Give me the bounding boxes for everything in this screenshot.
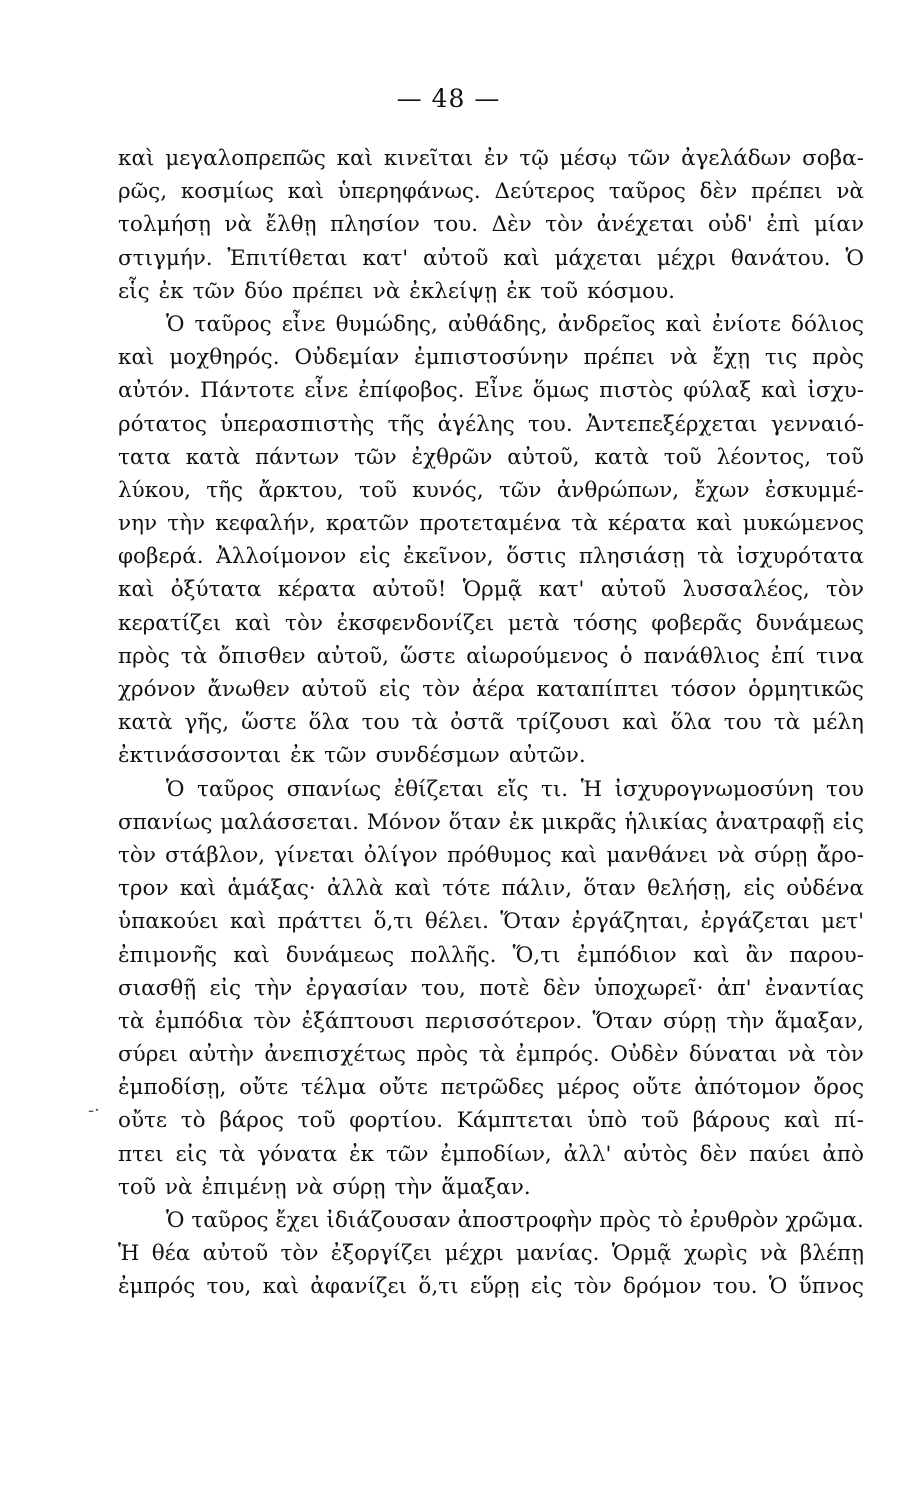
text-line: ἐπιμονῆς καὶ δυνάμεως πολλῆς. Ὅ,τι ἐμπόδιον καὶ ἂν παρου- [118, 942, 864, 968]
text-line: καὶ ὀξύτατα κέρατα αὐτοῦ! Ὁρμᾷ κατ' αὐτοῦ λυσσαλέος, τὸν [118, 577, 864, 603]
text-line: πρὸς τὰ ὄπισθεν αὐτοῦ, ὥστε αἰωρούμενος ὁ πανάθλιος ἐπί τινα [118, 643, 864, 669]
text-line: αὐτόν. Πάντοτε εἶνε ἐπίφοβος. Εἶνε ὅμως πιστὸς φύλαξ καὶ ἰσχυ- [118, 378, 864, 404]
text-line: καὶ μεγαλοπρεπῶς καὶ κινεῖται ἐν τῷ μέσῳ τῶν ἀγελάδων σοβα- [118, 146, 864, 171]
text-line: Ὁ ταῦρος σπανίως ἐθίζεται εἴς τι. Ἡ ἰσχυρογνωμοσύνη του [166, 776, 864, 802]
text-line: Ὁ ταῦρος εἶνε θυμώδης, αὐθάδης, ἀνδρεῖος καὶ ἐνίοτε δόλιος [166, 311, 864, 337]
text-line: ὑπακούει καὶ πράττει ὅ,τι θέλει. Ὅταν ἐργάζηται, ἐργάζεται μετ' [118, 909, 864, 935]
text-line: τοῦ νὰ ἐπιμένῃ νὰ σύρῃ τὴν ἅμαξαν. [118, 1174, 531, 1200]
text-line: εἷς ἐκ τῶν δύο πρέπει νὰ ἐκλείψῃ ἐκ τοῦ κόσμου. [118, 278, 675, 304]
text-line: σύρει αὐτὴν ἀνεπισχέτως πρὸς τὰ ἐμπρός. Οὐδὲν δύναται νὰ τὸν [118, 1042, 864, 1068]
text-line: στιγμήν. Ἐπιτίθεται κατ' αὐτοῦ καὶ μάχεται μέχρι θανάτου. Ὁ [118, 245, 864, 271]
body-text [118, 142, 864, 1304]
text-line: ἐμπρός του, καὶ ἀφανίζει ὅ,τι εὕρῃ εἰς τὸν δρόμον του. Ὁ ὕπνος [118, 1274, 864, 1300]
text-line: ἐμποδίσῃ, οὔτε τέλμα οὔτε πετρῶδες μέρος οὔτε ἀπότομον ὄρος [118, 1075, 864, 1101]
text-line: οὔτε τὸ βάρος τοῦ φορτίου. Κάμπτεται ὑπὸ τοῦ βάρους καὶ πί- [118, 1108, 864, 1134]
text-line: Ὁ ταῦρος ἔχει ἰδιάζουσαν ἀποστροφὴν πρὸς τὸ ἐρυθρὸν χρῶμα. [166, 1208, 864, 1233]
text-line: ρῶς, κοσμίως καὶ ὑπερηφάνως. Δεύτερος ταῦρος δὲν πρέπει νὰ [118, 179, 864, 205]
text-line: ἐκτινάσσονται ἐκ τῶν συνδέσμων αὐτῶν. [118, 743, 586, 769]
text-line: ρότατος ὑπερασπιστὴς τῆς ἀγέλης του. Ἀντεπεξέρχεται γενναιό- [118, 411, 864, 437]
text-line: κερατίζει καὶ τὸν ἐκσφενδονίζει μετὰ τόσης φοβερᾶς δυνάμεως [118, 610, 864, 636]
text-line: χρόνον ἄνωθεν αὐτοῦ εἰς τὸν ἀέρα καταπίπτει τόσον ὁρμητικῶς [118, 677, 864, 702]
margin-mark: -· [88, 1100, 100, 1121]
text-line: Ἡ θέα αὐτοῦ τὸν ἐξοργίζει μέχρι μανίας. Ὁρμᾷ χωρὶς νὰ βλέπῃ [118, 1241, 864, 1267]
text-line: τρον καὶ ἁμάξας· ἀλλὰ καὶ τότε πάλιν, ὅταν θελήσῃ, εἰς οὐδένα [118, 876, 864, 902]
text-line: κατὰ γῆς, ὥστε ὅλα του τὰ ὀστᾶ τρίζουσι καὶ ὅλα του τὰ μέλη [118, 710, 864, 736]
text-line: λύκου, τῆς ἄρκτου, τοῦ κυνός, τῶν ἀνθρώπων, ἔχων ἐσκυμμέ- [118, 477, 864, 503]
text-line: καὶ μοχθηρός. Οὐδεμίαν ἐμπιστοσύνην πρέπει νὰ ἔχῃ τις πρὸς [118, 345, 864, 371]
text-line: σιασθῇ εἰς τὴν ἐργασίαν του, ποτὲ δὲν ὑποχωρεῖ· ἀπ' ἐναντίας [118, 975, 864, 1001]
text-line: φοβερά. Ἀλλοίμονον εἰς ἐκεῖνον, ὅστις πλησιάσῃ τὰ ἰσχυρότατα [118, 544, 864, 570]
text-line: τολμήσῃ νὰ ἔλθῃ πλησίον του. Δὲν τὸν ἀνέχεται οὐδ' ἐπὶ μίαν [118, 212, 864, 238]
text-line: σπανίως μαλάσσεται. Μόνον ὅταν ἐκ μικρᾶς ἡλικίας ἀνατραφῇ εἰς [118, 809, 864, 835]
text-line: τὸν στάβλον, γίνεται ὀλίγον πρόθυμος καὶ μανθάνει νὰ σύρῃ ἄρο- [118, 842, 864, 868]
text-line: πτει εἰς τὰ γόνατα ἐκ τῶν ἐμποδίων, ἀλλ' αὐτὸς δὲν παύει ἀπὸ [118, 1141, 864, 1167]
text-line: τὰ ἐμπόδια τὸν ἐξάπτουσι περισσότερον. Ὅταν σύρῃ τὴν ἅμαξαν, [118, 1008, 864, 1034]
text-line: τατα κατὰ πάντων τῶν ἐχθρῶν αὐτοῦ, κατὰ τοῦ λέοντος, τοῦ [118, 444, 864, 470]
text-line: νην τὴν κεφαλήν, κρατῶν προτεταμένα τὰ κέρατα καὶ μυκώμενος [118, 511, 864, 537]
page-number: — 48 — [396, 84, 501, 113]
